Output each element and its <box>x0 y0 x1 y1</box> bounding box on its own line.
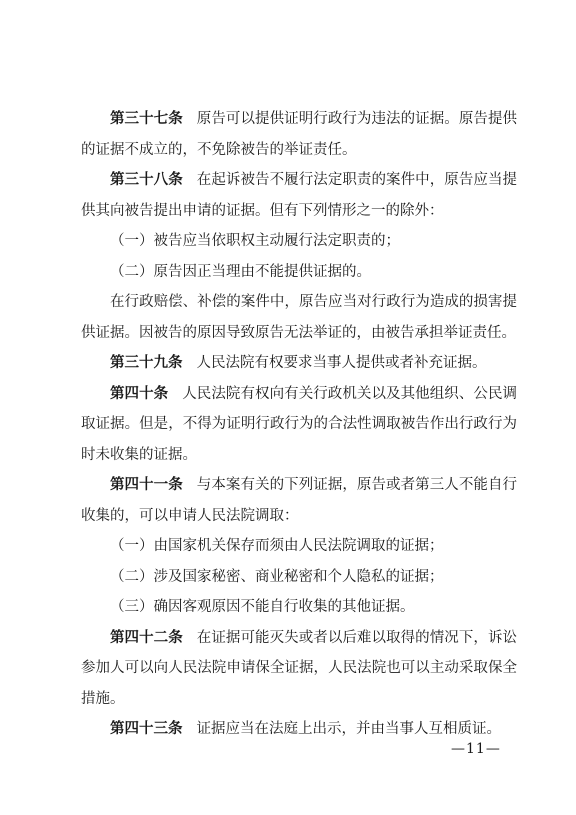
paragraph-text: 人民法院有权要求当事人提供或者补充证据。 <box>196 355 487 371</box>
paragraph-text: 与本案有关的下列证据，原告或者第三人不能自行收集的，可以申请人民法院调取： <box>81 477 518 524</box>
paragraph-text: 在起诉被告不履行法定职责的案件中，原告应当提供其向被告提出申请的证据。但有下列情形之一的除外： <box>81 172 518 219</box>
article-heading: 第三十七条 <box>110 111 183 127</box>
article-heading: 第三十九条 <box>110 355 183 371</box>
paragraph-art-40 <box>81 379 517 471</box>
paragraph-art-37 <box>81 104 517 165</box>
paragraph-art-38 <box>81 165 517 226</box>
paragraph-text: 在证据可能灭失或者以后难以取得的情况下，诉讼参加人可以向人民法院申请保全证据，人民法院也可以主动采取保全措施。 <box>81 629 518 707</box>
paragraph <box>81 287 517 348</box>
article-heading: 第三十八条 <box>110 172 183 188</box>
list-item <box>81 226 517 257</box>
article-heading: 第四十二条 <box>110 629 183 646</box>
list-item <box>81 592 517 623</box>
paragraph-art-42 <box>81 623 517 715</box>
body-text <box>81 104 517 745</box>
list-item <box>81 257 517 288</box>
paragraph-text: （二）涉及国家秘密、商业秘密和个人隐私的证据； <box>110 568 444 585</box>
paragraph-text: （三）确因客观原因不能自行收集的其他证据。 <box>110 599 415 615</box>
article-heading: 第四十三条 <box>110 721 183 737</box>
list-item <box>81 562 517 593</box>
list-item <box>81 531 517 562</box>
paragraph-text: 人民法院有权向有关行政机关以及其他组织、公民调取证据。但是，不得为证明行政行为的合法性调取被告作出行政行为时未收集的证据。 <box>81 385 518 463</box>
paragraph-text: （二）原告因正当理由不能提供证据的。 <box>110 263 371 280</box>
paragraph-text: （一）被告应当依职权主动履行法定职责的； <box>110 233 400 249</box>
paragraph-text: 在行政赔偿、补偿的案件中，原告应当对行政行为造成的损害提供证据。因被告的原因导致原告无法举证的，由被告承担举证责任。 <box>81 294 517 341</box>
paragraph-art-43 <box>81 714 517 745</box>
paragraph-text: （一）由国家机关保存而须由人民法院调取的证据； <box>110 538 444 554</box>
paragraph-text: 原告可以提供证明行政行为违法的证据。原告提供的证据不成立的，不免除被告的举证责任。 <box>81 111 518 158</box>
paragraph-text: 证据应当在法庭上出示，并由当事人互相质证。 <box>196 721 501 737</box>
article-heading: 第四十条 <box>110 385 169 402</box>
paragraph-art-39 <box>81 348 517 379</box>
page-number: —11— <box>451 741 501 757</box>
article-heading: 第四十一条 <box>110 477 183 493</box>
paragraph-art-41 <box>81 470 517 531</box>
